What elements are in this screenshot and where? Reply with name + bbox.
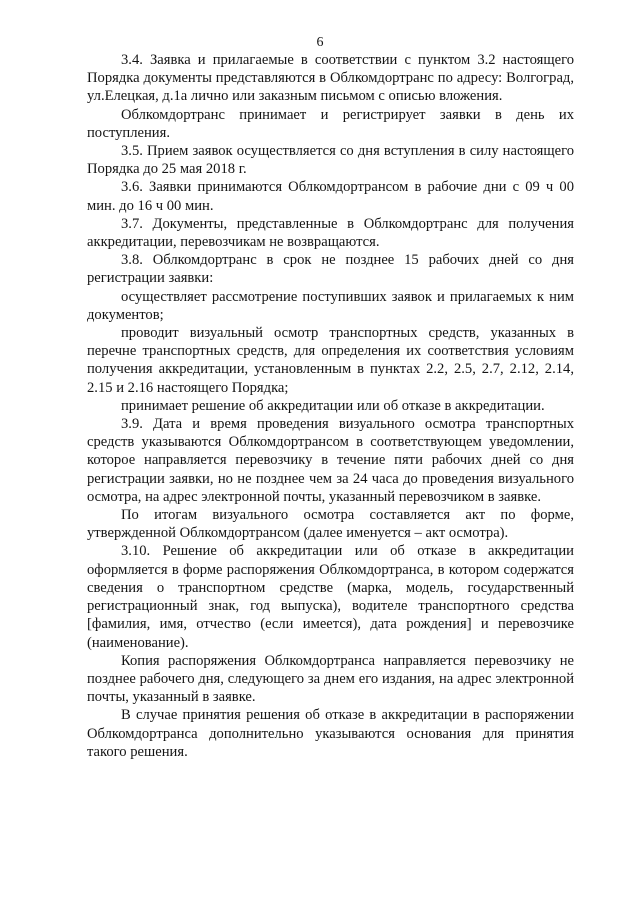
paragraph-3-9: 3.9. Дата и время проведения визуального осмотра транспортных средств указываются Облкомдортрансом в соответствующем уведомлении, которое направляется перевозчику в течение пяти рабочих дней со дня регистрации заявки, но не позднее чем за 24 часа до проведения визуального осмотра, на адрес электронной почты, указанный перевозчиком в заявке. — [87, 416, 574, 505]
paragraph-3-8: 3.8. Облкомдортранс в срок не позднее 15 рабочих дней со дня регистрации заявки: — [87, 252, 574, 287]
paragraph-3-7: 3.7. Документы, представленные в Облкомдортранс для получения аккредитации, перевозчикам не возвращаются. — [87, 215, 574, 251]
paragraph-3-5: 3.5. Прием заявок осуществляется со дня вступления в силу настоящего Порядка до 25 мая 2018 г. — [87, 143, 574, 178]
paragraph-3-10: 3.10. Решение об аккредитации или об отказе в аккредитации оформляется в форме распоряжения Облкомдортранса, в котором содержатся сведения о транспортном средстве (марка, модель, государственный регистрационный знак, год выпуска), водителе транспортного средства [фамилия, имя, отчество (если имеется), дата рождения] и перевозчике (наименование). — [87, 543, 574, 651]
list-item-review: осуществляет рассмотрение поступивших заявок и прилагаемых к ним документов; — [87, 288, 574, 323]
paragraph-order-copy: Копия распоряжения Облкомдортранса направляется перевозчику не позднее рабочего дня, следующего за днем его издания, на адрес электронной почты, указанный в заявке. — [87, 652, 574, 706]
paragraph-3-4: 3.4. Заявка и прилагаемые в соответствии с пунктом 3.2 настоящего Порядка документы представляются в Облкомдортранс по адресу: Волгоград, ул.Елецкая, д.1а лично или заказным письмом с описью вложения. — [87, 52, 574, 105]
paragraph-registration: Облкомдортранс принимает и регистрирует заявки в день их поступления. — [87, 106, 574, 141]
page-number: 6 — [316, 35, 324, 50]
paragraph-inspection-act: По итогам визуального осмотра составляется акт по форме, утвержденной Облкомдортрансом (далее именуется – акт осмотра). — [87, 507, 574, 542]
paragraph-refusal-grounds: В случае принятия решения об отказе в аккредитации в распоряжении Облкомдортранса дополнительно указываются основания для принятия такого решения. — [87, 707, 574, 760]
document-body — [87, 51, 574, 761]
list-item-decision: принимает решение об аккредитации или об отказе в аккредитации. — [121, 397, 545, 414]
list-item-inspection: проводит визуальный осмотр транспортных средств, указанных в перечне транспортных средств, для определения их соответствия условиям получения аккредитации, установленным в пунктах 2.2, 2.5, 2.7, 2.12, 2.14, 2.15 и 2.16 настоящего Порядка; — [87, 325, 574, 396]
paragraph-3-6: 3.6. Заявки принимаются Облкомдортрансом в рабочие дни с 09 ч 00 мин. до 16 ч 00 мин. — [87, 179, 574, 214]
